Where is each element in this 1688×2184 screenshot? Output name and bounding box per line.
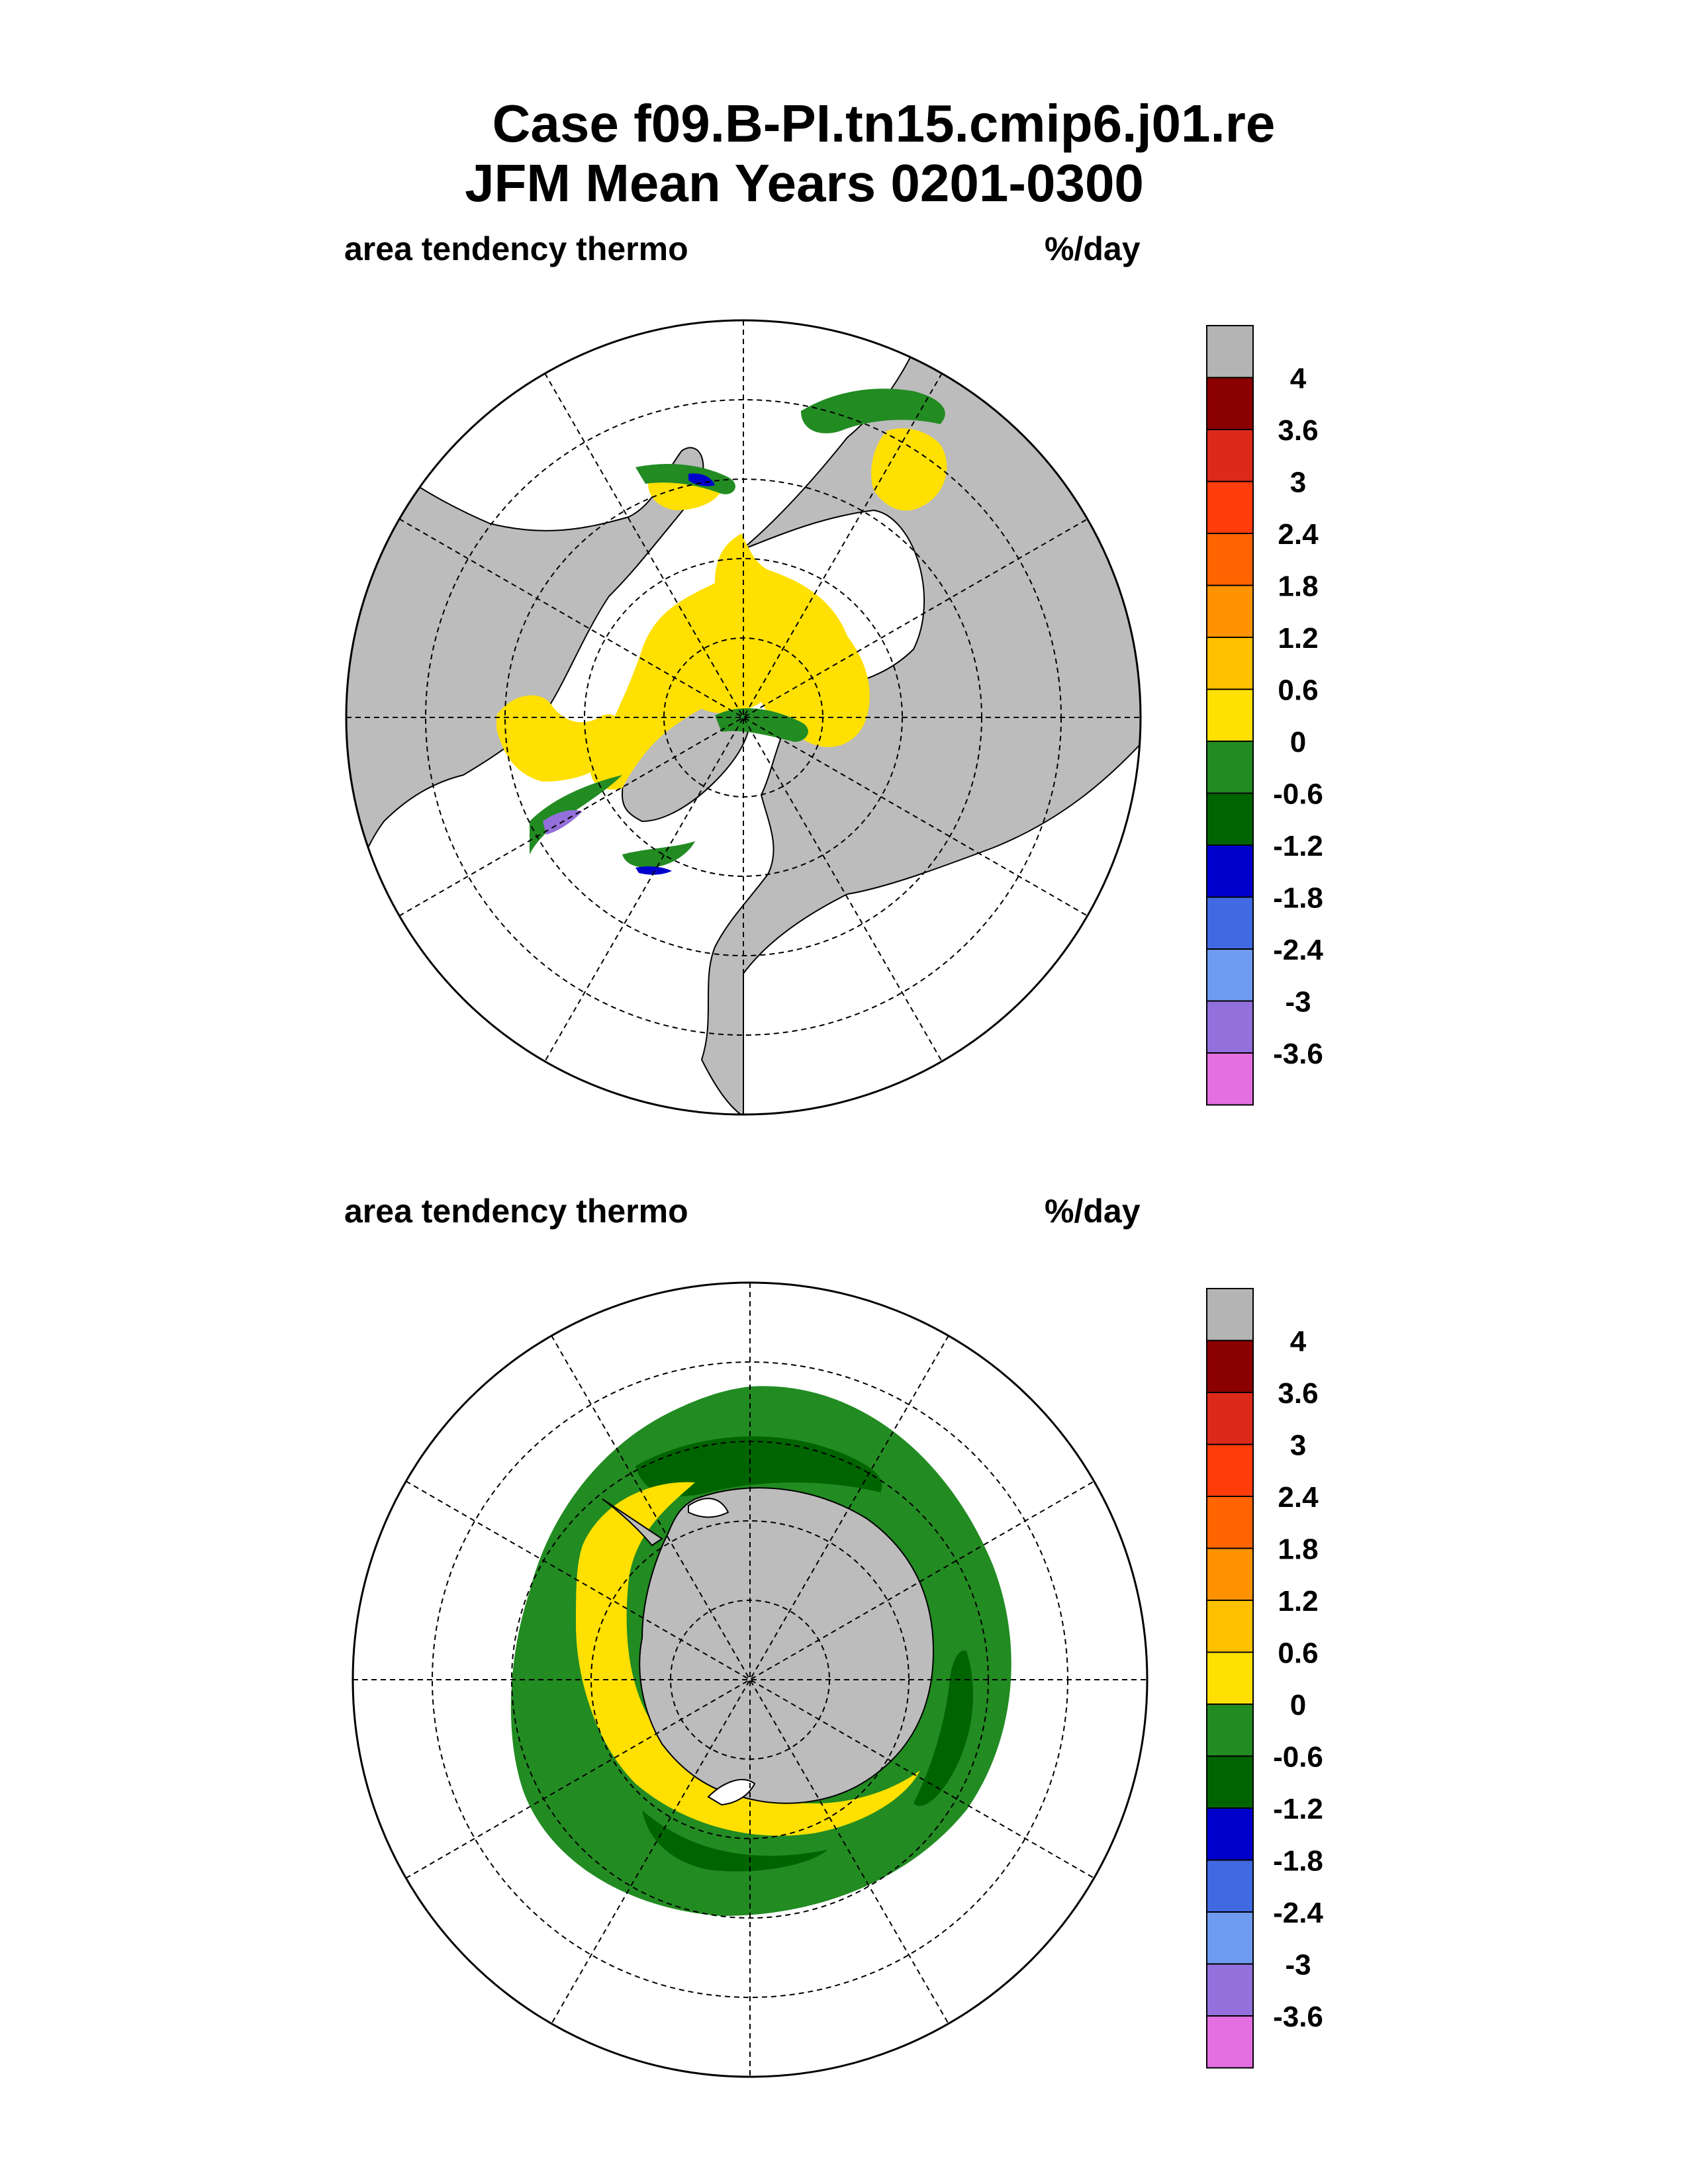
colorbar-swatch: [1207, 637, 1253, 690]
colorbar-swatch: [1207, 1912, 1253, 1964]
colorbar-tick-label: 1.8: [1278, 570, 1319, 603]
colorbar-tick-label: 0: [1289, 1689, 1307, 1721]
colorbar-tick-label: -2.4: [1273, 934, 1323, 966]
colorbar-swatch: [1207, 1653, 1253, 1705]
colorbar-swatch: [1207, 949, 1253, 1001]
sh-polar-map: [351, 1281, 1149, 2079]
colorbar-swatch: [1207, 1496, 1253, 1549]
colorbar-swatch: [1207, 1756, 1253, 1809]
panel-nh-units-label: %/day: [1045, 230, 1141, 267]
colorbar-tick-label: -0.6: [1273, 1741, 1323, 1774]
colorbar-swatch: [1207, 533, 1253, 586]
colorbar-tick-label: -2.4: [1273, 1897, 1323, 1929]
figure-title-period: JFM Mean Years 0201-0300: [465, 154, 1144, 212]
colorbar-swatch: [1207, 1001, 1253, 1054]
sh-colorbar: [1205, 1287, 1391, 2081]
colorbar-swatch: [1207, 482, 1253, 534]
colorbar-swatch: [1207, 690, 1253, 742]
colorbar-tick-label: 3.6: [1278, 414, 1319, 447]
colorbar-tick-label: -1.8: [1273, 1844, 1323, 1878]
colorbar-tick-label: 2.4: [1278, 1481, 1319, 1514]
colorbar-swatch: [1207, 845, 1253, 897]
colorbar-tick-label: -1.8: [1273, 882, 1323, 915]
colorbar-swatch: [1207, 2016, 1253, 2068]
colorbar-swatch: [1207, 586, 1253, 638]
colorbar-tick-label: -0.6: [1273, 778, 1323, 811]
nh-polar-map: [344, 318, 1143, 1116]
panel-nh-variable-label: area tendency thermo: [344, 230, 688, 267]
colorbar-tick-label: -3.6: [1273, 2001, 1323, 2033]
colorbar-tick-label: -1.2: [1273, 1793, 1323, 1825]
panel-sh-variable-label: area tendency thermo: [344, 1193, 688, 1230]
colorbar-swatch: [1207, 1600, 1253, 1653]
colorbar-swatch: [1207, 1704, 1253, 1756]
colorbar-tick-label: 3.6: [1278, 1377, 1319, 1410]
colorbar-swatch: [1207, 430, 1253, 482]
colorbar-tick-label: 3: [1289, 466, 1307, 499]
sh-land-south-america: [351, 1281, 483, 1420]
colorbar-swatch: [1207, 1392, 1253, 1445]
colorbar-tick-label: -1.2: [1273, 830, 1323, 862]
colorbar-tick-label: 1.2: [1278, 622, 1319, 655]
colorbar-tick-label: 4: [1289, 1325, 1307, 1358]
colorbar-tick-label: 3: [1289, 1429, 1307, 1462]
colorbar-tick-label: 1.8: [1278, 1533, 1319, 1566]
colorbar-swatch: [1207, 326, 1253, 378]
colorbar-swatch: [1207, 741, 1253, 794]
sh-land-africa: [1013, 1281, 1149, 1360]
colorbar-swatch: [1207, 794, 1253, 846]
colorbar-swatch: [1207, 1860, 1253, 1913]
colorbar-tick-label: 2.4: [1278, 518, 1319, 551]
nh-colorbar: [1205, 324, 1391, 1118]
colorbar-swatch: [1207, 1053, 1253, 1105]
colorbar-swatch: [1207, 897, 1253, 950]
colorbar-tick-label: 1.2: [1278, 1585, 1319, 1617]
colorbar-tick-label: -3.6: [1273, 1038, 1323, 1070]
colorbar-tick-label: 0.6: [1278, 674, 1319, 707]
colorbar-tick-label: -3: [1285, 985, 1311, 1019]
colorbar-swatch: [1207, 1445, 1253, 1497]
colorbar-tick-label: 4: [1289, 362, 1307, 395]
colorbar-swatch: [1207, 1808, 1253, 1860]
colorbar-tick-label: 0: [1289, 726, 1307, 758]
colorbar-swatch: [1207, 1964, 1253, 2017]
colorbar-tick-label: -3: [1285, 1948, 1311, 1981]
figure-title-case: Case f09.B-PI.tn15.cmip6.j01.re: [492, 94, 1276, 153]
colorbar-tick-label: 0.6: [1278, 1637, 1319, 1670]
colorbar-swatch: [1207, 1289, 1253, 1341]
colorbar-swatch: [1207, 378, 1253, 430]
panel-sh-units-label: %/day: [1045, 1193, 1141, 1230]
colorbar-swatch: [1207, 1341, 1253, 1393]
colorbar-swatch: [1207, 1549, 1253, 1601]
